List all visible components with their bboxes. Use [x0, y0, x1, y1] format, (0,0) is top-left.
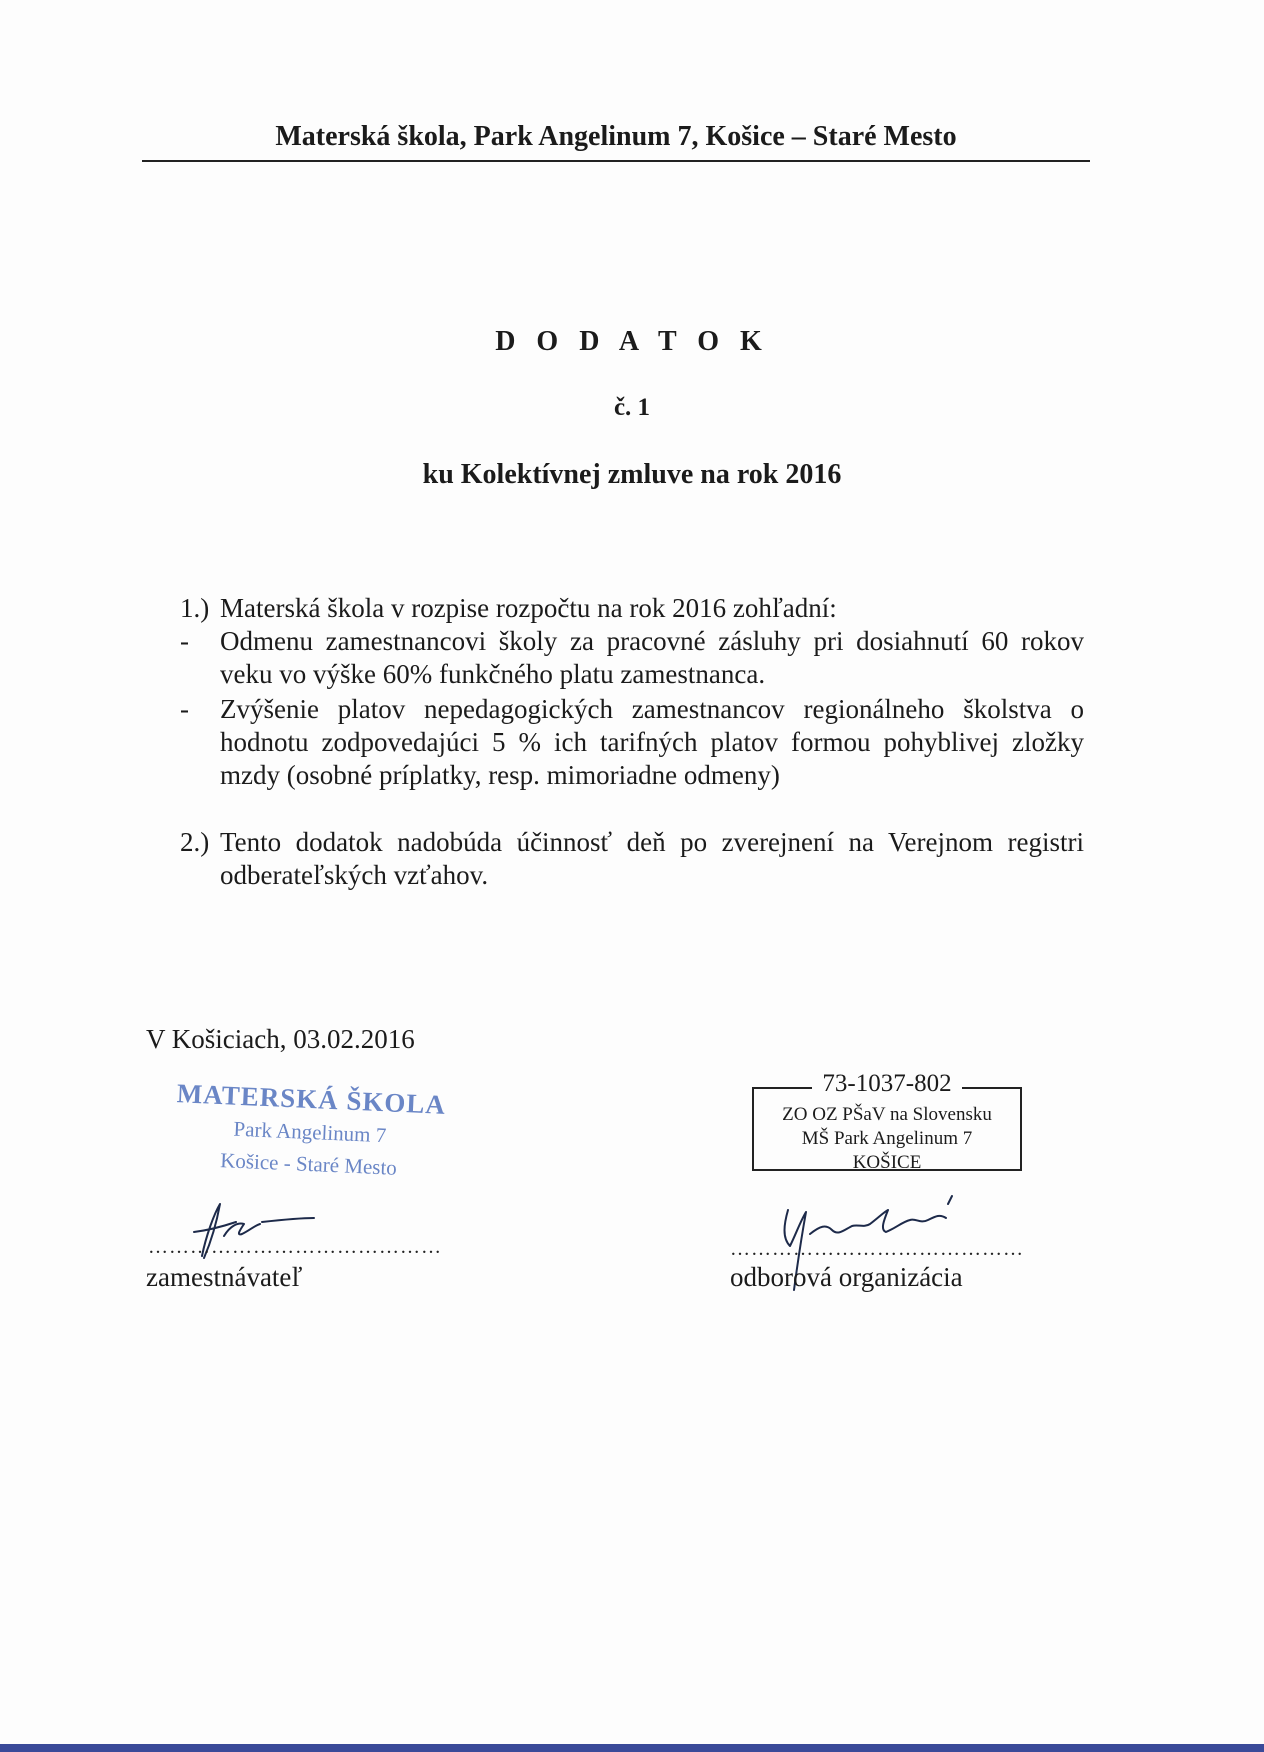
- employer-signature-line: ……………………………………: [148, 1236, 442, 1258]
- scan-edge: [0, 1744, 1264, 1752]
- header-divider: [142, 160, 1090, 162]
- union-stamp-code: 73-1037-802: [812, 1070, 961, 1097]
- section-1-number: 1.): [180, 593, 210, 623]
- union-label: odborová organizácia: [730, 1262, 963, 1292]
- section-1-intro: Materská škola v rozpise rozpočtu na rok 2016 zohľadní:: [220, 593, 837, 623]
- bullet-2-text: Zvýšenie platov nepedagogických zamestnancov regionálneho školstva o hodnotu zodpovedajúci 5 % ich tarifných platov formou pohyblivej zložky mzdy (osobné príplatky, resp. mimoriadne odmeny): [220, 694, 1084, 790]
- bullet-2-marker: -: [180, 694, 189, 724]
- union-signature-line: ……………………………………: [730, 1238, 1024, 1260]
- employer-stamp: [158, 1076, 462, 1187]
- union-stamp: [752, 1070, 1022, 1173]
- bullet-1-marker: -: [180, 626, 189, 656]
- section-2-number: 2.): [180, 827, 210, 857]
- employer-label: zamestnávateľ: [146, 1262, 303, 1292]
- union-stamp-line2: MŠ Park Angelinum 7: [801, 1128, 973, 1149]
- document-number: č. 1: [613, 394, 651, 421]
- employer-stamp-line2: Park Angelinum 7: [233, 1116, 387, 1148]
- employer-stamp-line3: Košice - Staré Mesto: [219, 1148, 398, 1180]
- document-header: Materská škola, Park Angelinum 7, Košice – Staré Mesto: [275, 121, 957, 152]
- union-stamp-line1: ZO OZ PŠaV na Slovensku: [782, 1104, 992, 1125]
- place-date: V Košiciach, 03.02.2016: [146, 1024, 415, 1054]
- section-2-text: Tento dodatok nadobúda účinnosť deň po zverejnení na Verejnom registri odberateľských vzťahov.: [220, 827, 1084, 890]
- document-subtitle: ku Kolektívnej zmluve na rok 2016: [422, 459, 842, 490]
- union-stamp-line3: KOŠICE: [852, 1152, 922, 1173]
- document-title: D O D A T O K: [495, 326, 769, 357]
- employer-stamp-line1: MATERSKÁ ŠKOLA: [176, 1078, 447, 1120]
- bullet-1-text: Odmenu zamestnancovi školy za pracovné zásluhy pri dosiahnutí 60 rokov veku vo výške 60% funkčného platu zamestnanca.: [220, 626, 1084, 689]
